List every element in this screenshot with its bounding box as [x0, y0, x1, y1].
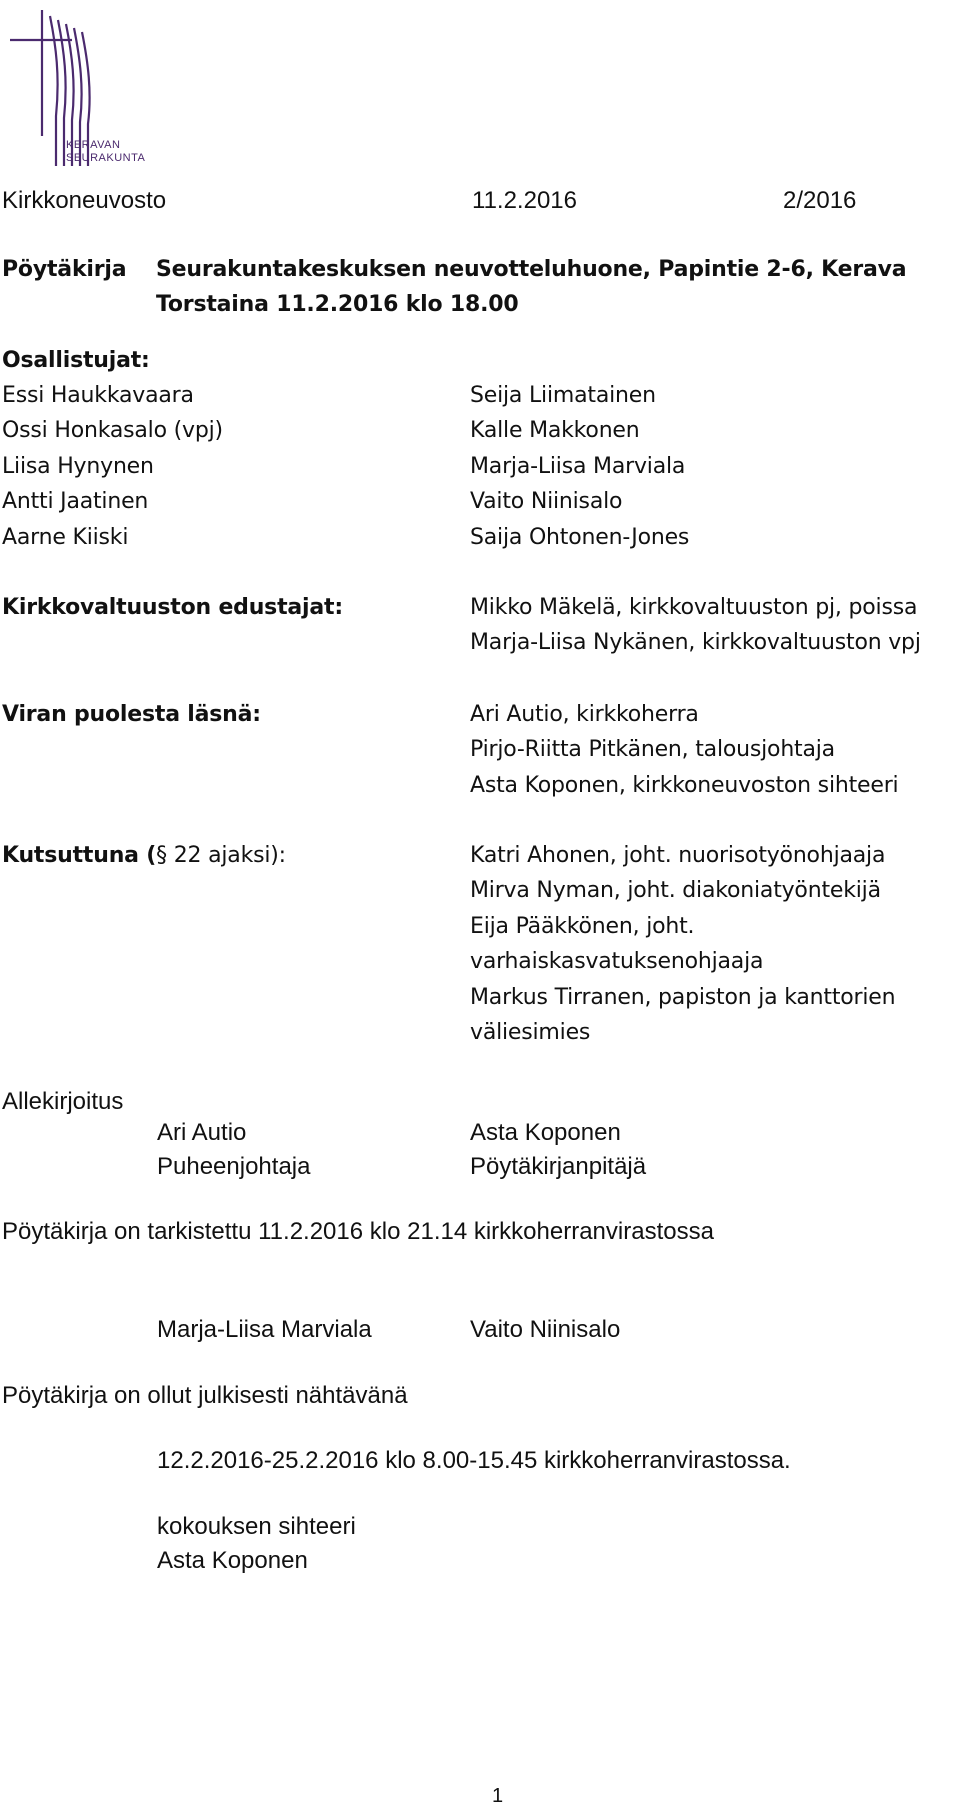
council-reps-list — [470, 590, 921, 661]
header-date: 11.2.2016 — [472, 187, 577, 214]
participant: Vaito Niinisalo — [470, 489, 623, 515]
participants-label: Osallistujat: — [2, 348, 150, 373]
minutes-label: Pöytäkirja — [2, 257, 127, 282]
participant: Liisa Hynynen — [2, 453, 154, 479]
council-rep: Marja-Liisa Nykänen, kirkkovaltuuston vpj — [470, 630, 921, 656]
participant: Kalle Makkonen — [470, 418, 640, 444]
chair-name: Ari Autio — [157, 1119, 247, 1146]
meeting-place: Seurakuntakeskuksen neuvotteluhuone, Papintie 2-6, Kerava — [156, 257, 907, 282]
header-title: Kirkkoneuvosto — [2, 187, 167, 214]
invited-person: Markus Tirranen, papiston ja kanttorien — [470, 984, 896, 1010]
council-reps-label: Kirkkovaltuuston edustajat: — [2, 595, 343, 620]
meeting-time: Torstaina 11.2.2016 klo 18.00 — [156, 292, 519, 317]
invited-label — [2, 838, 286, 873]
chair-role: Puheenjohtaja — [157, 1153, 311, 1180]
secretary-role: Pöytäkirjanpitäjä — [470, 1153, 647, 1180]
official-list — [470, 697, 898, 803]
participant: Marja-Liisa Marviala — [470, 453, 686, 479]
official-label: Viran puolesta läsnä: — [2, 702, 261, 727]
page-number: 1 — [492, 1785, 504, 1807]
participants-right-list — [470, 378, 689, 555]
participants-left-list — [2, 378, 223, 555]
invited-person: Mirva Nyman, joht. diakoniatyöntekijä — [470, 878, 881, 904]
signature-label: Allekirjoitus — [2, 1088, 124, 1115]
invited-label-prefix: Kutsuttuna ( — [2, 843, 157, 868]
invited-person: varhaiskasvatuksenohjaaja — [470, 949, 764, 975]
participant: Antti Jaatinen — [2, 489, 149, 515]
invited-person: Katri Ahonen, joht. nuorisotyönohjaaja — [470, 843, 886, 868]
public-name: Asta Koponen — [157, 1547, 308, 1574]
public-period: 12.2.2016-25.2.2016 klo 8.00-15.45 kirkkoherranvirastossa. — [157, 1447, 791, 1474]
invited-person: Eija Pääkkönen, joht. — [470, 913, 695, 939]
participant: Seija Liimatainen — [470, 383, 656, 408]
public-role: kokouksen sihteeri — [157, 1513, 356, 1540]
secretary-name: Asta Koponen — [470, 1119, 621, 1146]
header-number: 2/2016 — [783, 187, 857, 214]
official-person: Asta Koponen, kirkkoneuvoston sihteeri — [470, 772, 899, 798]
checker-1: Marja-Liisa Marviala — [157, 1316, 372, 1343]
official-person: Pirjo-Riitta Pitkänen, talousjohtaja — [470, 737, 835, 763]
official-person: Ari Autio, kirkkoherra — [470, 702, 699, 727]
public-label: Pöytäkirja on ollut julkisesti nähtävänä — [2, 1382, 408, 1409]
participant: Saija Ohtonen-Jones — [470, 524, 690, 550]
logo-text-line1: KERAVAN — [66, 139, 121, 151]
logo-text-line2: SEURAKUNTA — [66, 152, 146, 164]
checker-2: Vaito Niinisalo — [470, 1316, 621, 1343]
participant: Essi Haukkavaara — [2, 383, 194, 408]
council-rep: Mikko Mäkelä, kirkkovaltuuston pj, poissa — [470, 595, 918, 620]
invited-label-rest: § 22 ajaksi): — [156, 843, 286, 868]
checked-text: Pöytäkirja on tarkistettu 11.2.2016 klo 21.14 kirkkoherranvirastossa — [2, 1218, 714, 1245]
invited-list — [470, 838, 895, 1050]
participant: Ossi Honkasalo (vpj) — [2, 418, 223, 444]
parish-logo — [6, 6, 166, 176]
invited-person: väliesimies — [470, 1020, 591, 1046]
participant: Aarne Kiiski — [2, 524, 129, 550]
